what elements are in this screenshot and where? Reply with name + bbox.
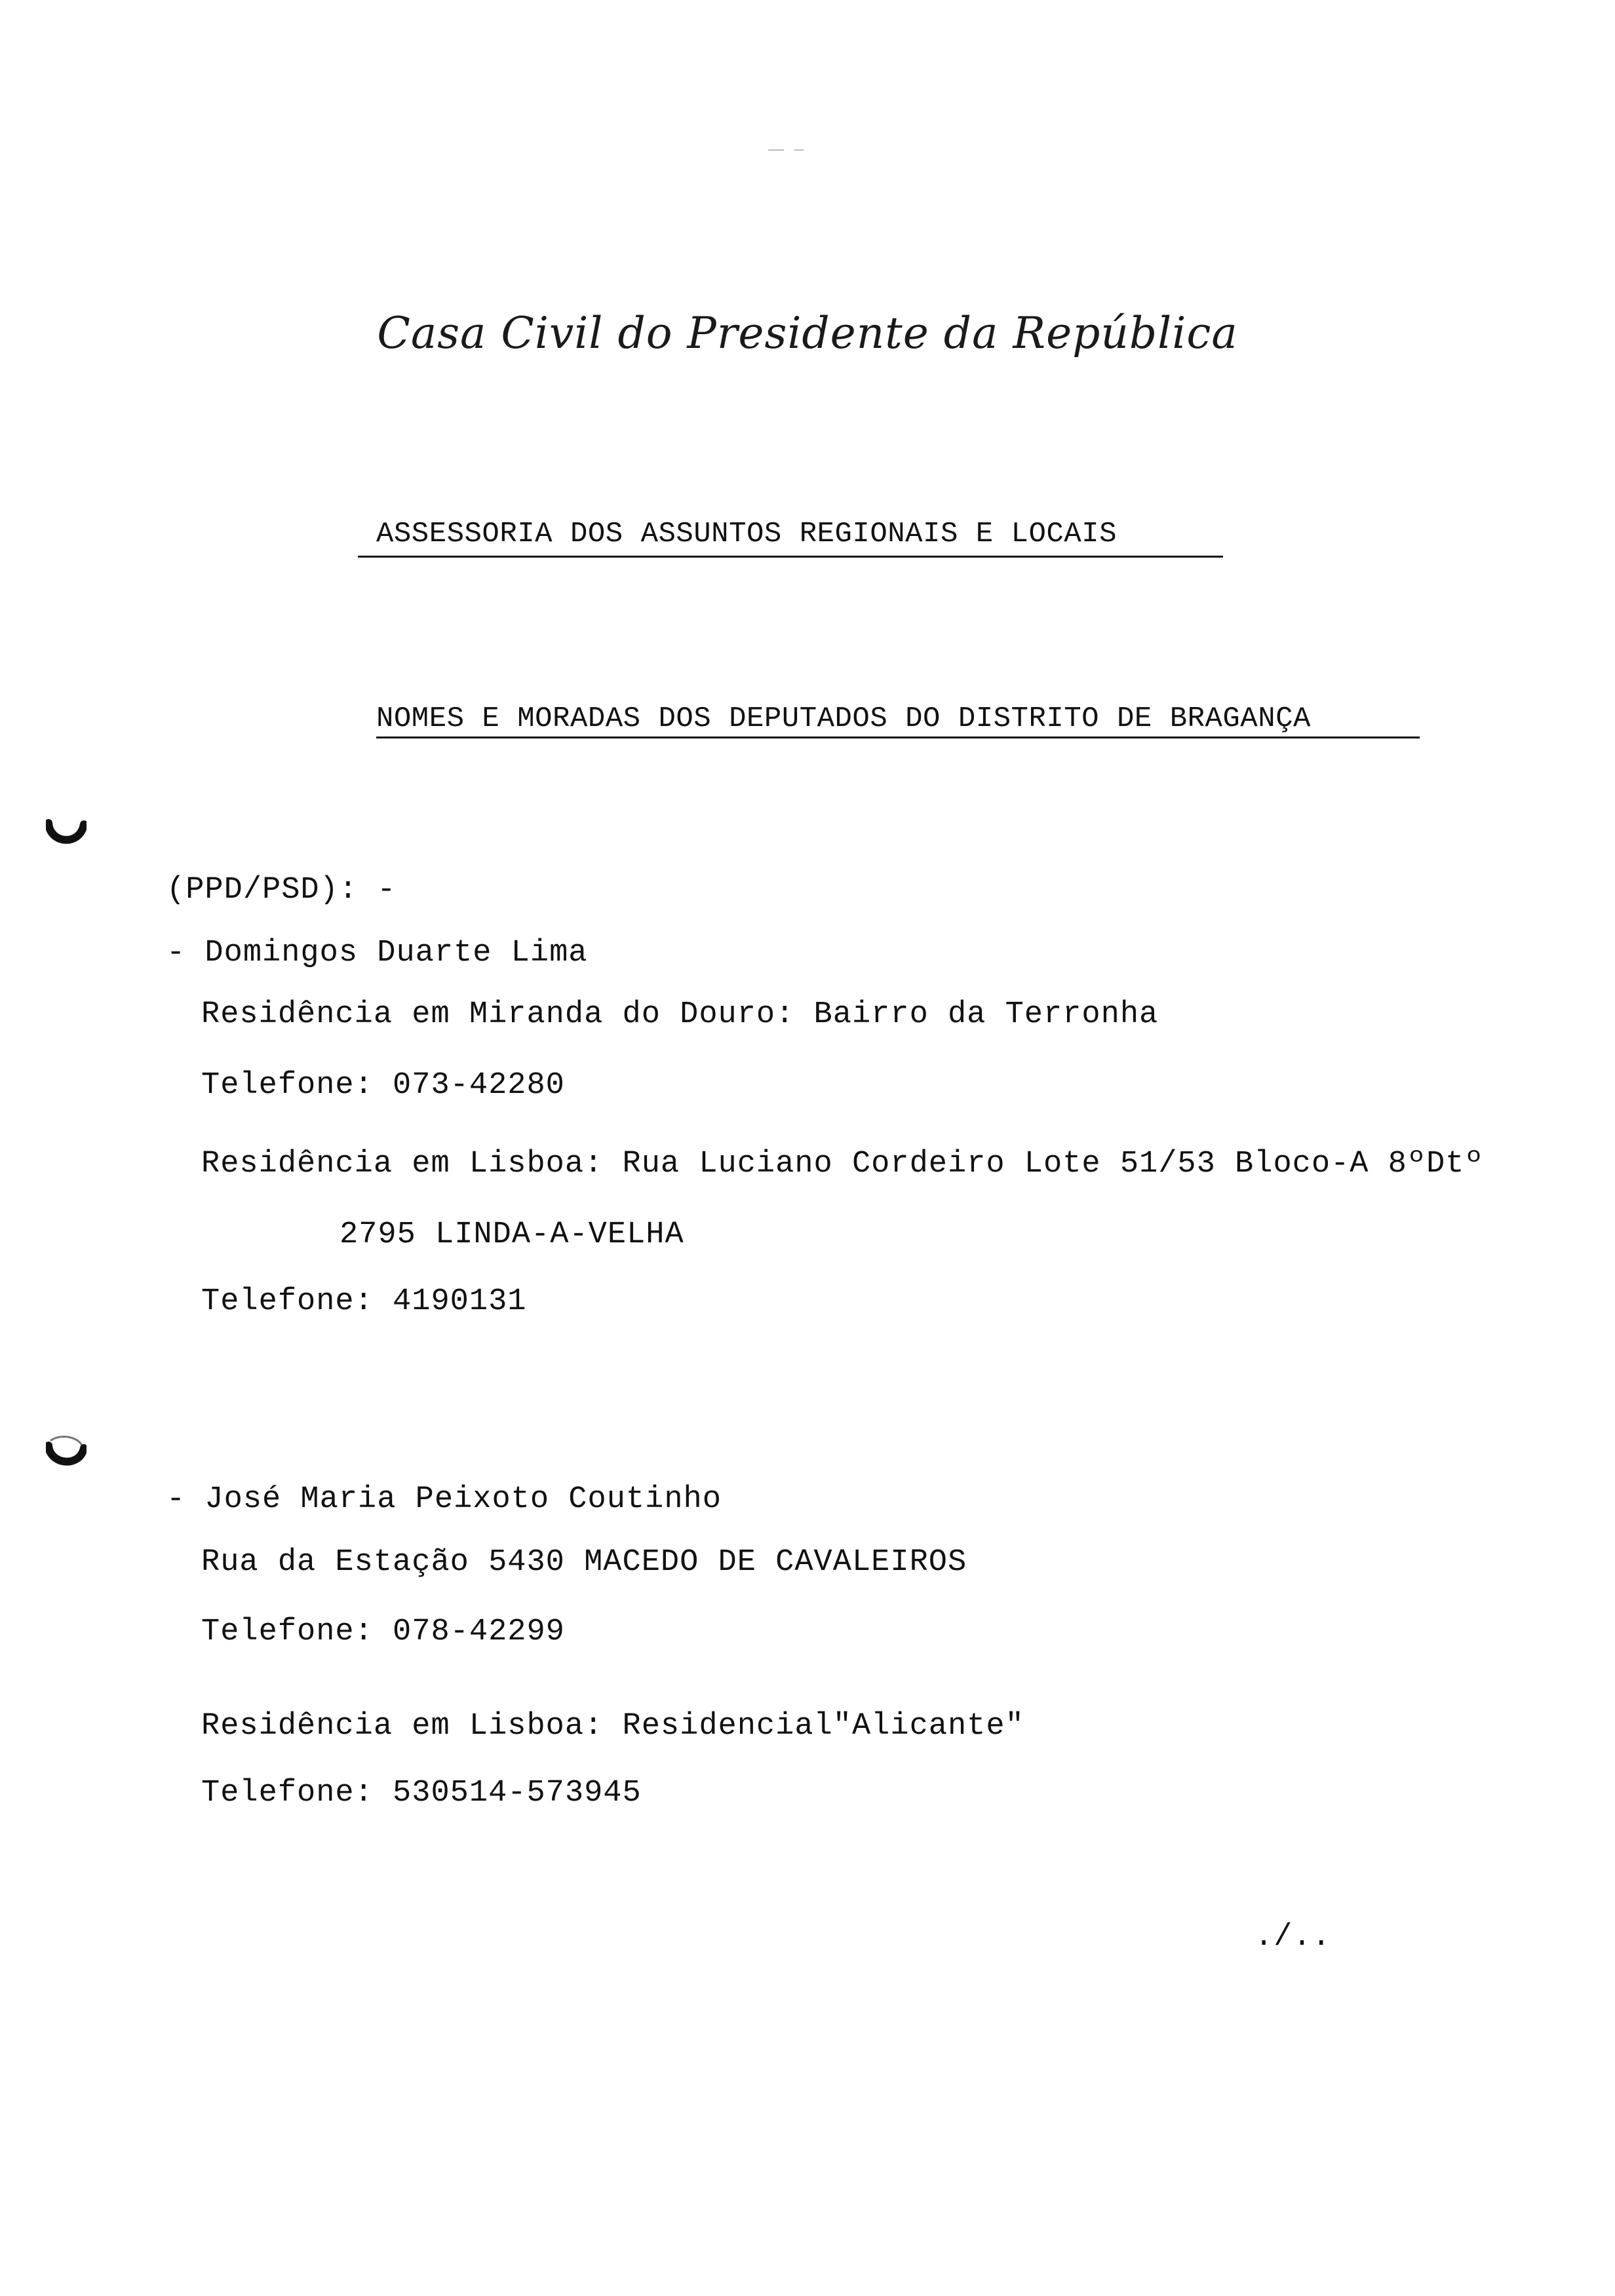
deputy-2-residence-lisbon: Residência em Lisboa: Residencial"Alicante" <box>201 1709 1024 1744</box>
scan-mark <box>768 149 784 151</box>
title-underline <box>376 737 1420 738</box>
department-underline <box>358 556 1223 558</box>
scan-mark <box>794 149 804 151</box>
document-title: NOMES E MORADAS DOS DEPUTADOS DO DISTRITO DE BRAGANÇA <box>376 702 1311 735</box>
deputy-1-phone-lisbon: Telefone: 4190131 <box>201 1284 527 1319</box>
department-heading: ASSESSORIA DOS ASSUNTOS REGIONAIS E LOCAIS <box>376 518 1117 550</box>
deputy-2-name: - José Maria Peixoto Coutinho <box>166 1482 722 1517</box>
binder-hole-icon <box>46 1434 87 1474</box>
deputy-1-phone-local: Telefone: 073-42280 <box>201 1068 565 1103</box>
deputy-1-residence-lisbon: Residência em Lisboa: Rua Luciano Cordeiro Lote 51/53 Bloco-A 8ºDtº <box>201 1147 1484 1181</box>
binder-hole-icon <box>46 813 87 853</box>
continuation-mark: ./.. <box>1255 1920 1331 1955</box>
deputy-2-residence-local: Rua da Estação 5430 MACEDO DE CAVALEIROS <box>201 1545 967 1580</box>
party-label: (PPD/PSD): - <box>166 873 397 908</box>
letterhead: Casa Civil do Presidente da República <box>377 308 1238 358</box>
deputy-1-name: - Domingos Duarte Lima <box>166 936 588 970</box>
deputy-2-phone-lisbon: Telefone: 530514-573945 <box>201 1776 642 1810</box>
deputy-1-residence-lisbon-line2: 2795 LINDA-A-VELHA <box>340 1217 684 1252</box>
deputy-2-phone-local: Telefone: 078-42299 <box>201 1615 565 1649</box>
deputy-1-residence-local: Residência em Miranda do Douro: Bairro da Terronha <box>201 997 1159 1032</box>
